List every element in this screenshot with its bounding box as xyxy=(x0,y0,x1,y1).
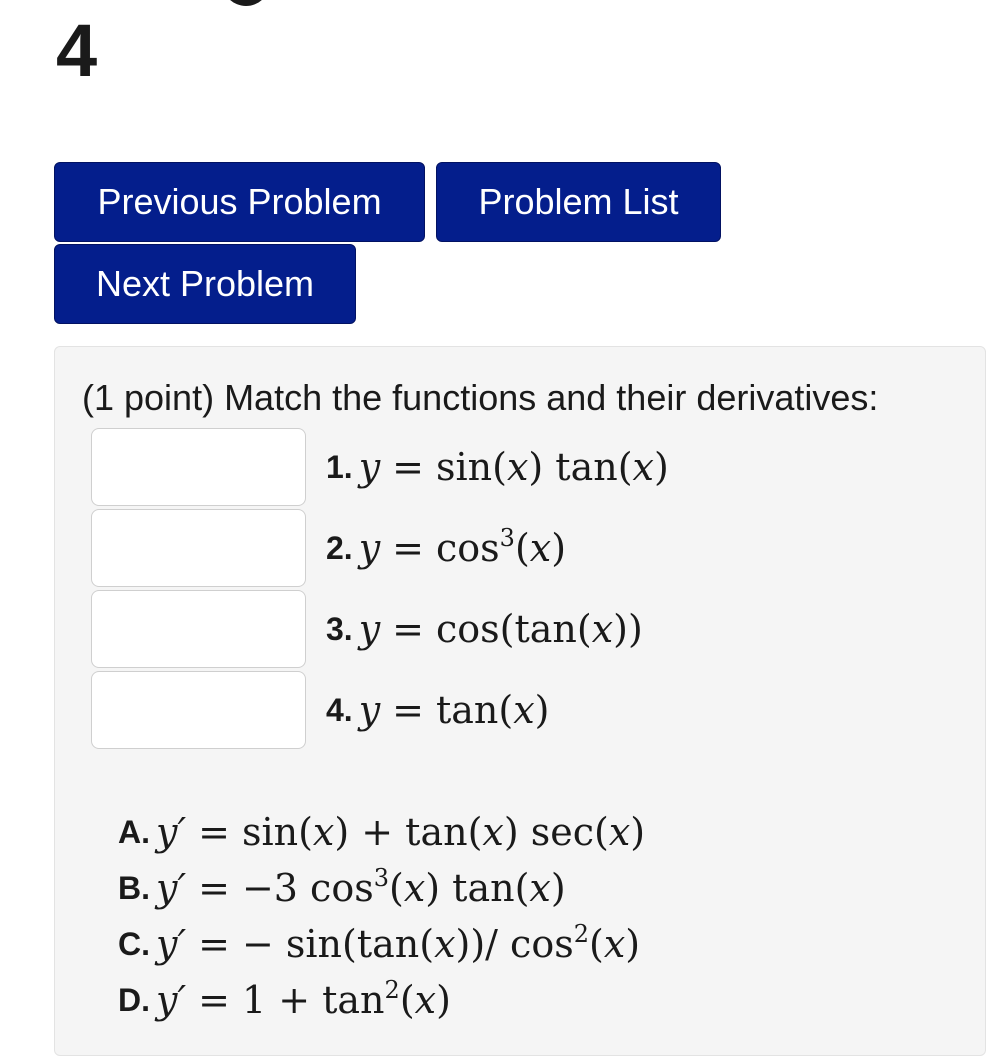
derivative-text: ( xyxy=(399,978,415,1022)
answer-option-c: C. y′ = − sin(tan(x))/ $\cos^2(x)$ xyxy=(118,920,641,966)
derivative-lhs: y′ xyxy=(156,810,187,854)
derivative-text: ) xyxy=(630,810,646,854)
answer-input-1[interactable] xyxy=(91,428,306,506)
derivative-lhs: y′ xyxy=(156,922,187,966)
derivative-variable: x xyxy=(608,810,631,854)
function-variable: x xyxy=(506,445,529,489)
function-number: 1. xyxy=(326,448,353,485)
function-variable: x xyxy=(632,445,654,489)
function-text: )) xyxy=(613,607,643,651)
derivative-text: sin( xyxy=(241,810,313,854)
answer-letter: C. xyxy=(118,925,150,962)
answer-option-d: D. $y' = 1 + \tan^2(x)$ xyxy=(118,976,451,1022)
function-lhs: y xyxy=(358,445,381,489)
problem-list-button[interactable]: Problem List xyxy=(436,162,721,242)
function-number: 3. xyxy=(326,610,353,647)
answer-input-4[interactable] xyxy=(91,671,306,749)
derivative-variable: x xyxy=(529,866,551,910)
problem-prompt: (1 point) Match the functions and their derivatives: xyxy=(82,377,879,418)
derivative-variable: x xyxy=(403,866,426,910)
function-text: ) tan( xyxy=(528,445,633,489)
function-text: ) xyxy=(551,526,567,570)
derivative-variable: x xyxy=(414,978,437,1022)
derivative-text: ) xyxy=(625,922,641,966)
function-exponent: 3 xyxy=(499,524,515,552)
function-lhs: y xyxy=(358,526,381,570)
derivative-variable: x xyxy=(312,810,335,854)
derivative-exponent: 3 xyxy=(373,864,389,892)
function-number: 4. xyxy=(326,691,353,728)
derivative-text: − sin(tan( xyxy=(241,922,435,966)
function-text: ) xyxy=(653,445,669,489)
function-lhs: y xyxy=(358,607,381,651)
function-item-2: 2. $y = \cos^3(x)$ xyxy=(326,524,567,570)
function-text: ( xyxy=(514,526,530,570)
answer-option-a: A. y′ = sin(x) + tan(x) sec(x) xyxy=(118,810,646,854)
answer-input-2[interactable] xyxy=(91,509,306,587)
next-problem-button[interactable]: Next Problem xyxy=(54,244,356,324)
derivative-text: ) tan( xyxy=(425,866,530,910)
derivative-exponent: 2 xyxy=(384,976,400,1004)
function-item-4: 4. y = tan(x) xyxy=(326,688,550,732)
function-variable: x xyxy=(591,607,614,651)
answer-letter: D. xyxy=(118,981,150,1018)
derivative-text: ))/ cos xyxy=(455,922,574,966)
derivative-text: ) sec( xyxy=(503,810,609,854)
function-text: sin( xyxy=(436,445,507,489)
answer-letter: B. xyxy=(118,869,150,906)
function-text: cos(tan( xyxy=(436,607,592,651)
derivative-lhs: y′ xyxy=(156,866,187,910)
previous-problem-button[interactable]: Previous Problem xyxy=(54,162,425,242)
derivative-text: ( xyxy=(389,866,404,910)
derivative-variable: x xyxy=(434,922,456,966)
function-text: cos xyxy=(436,526,500,570)
derivative-text: ) xyxy=(436,978,451,1022)
function-text: tan( xyxy=(436,688,514,732)
function-text: ) xyxy=(534,688,550,732)
derivative-text: ) + tan( xyxy=(334,810,483,854)
derivative-exponent: 2 xyxy=(573,920,589,948)
function-item-1: 1. y = sin(x) tan(x) xyxy=(326,445,669,489)
derivative-text: −3 cos xyxy=(241,866,374,910)
answer-input-3[interactable] xyxy=(91,590,306,668)
function-number: 2. xyxy=(326,529,353,566)
header-decoration xyxy=(222,0,270,6)
function-variable: x xyxy=(513,688,535,732)
derivative-text: ) xyxy=(550,866,566,910)
answer-option-b: B. y′ = −3 $\cos^3(x)$ tan(x) xyxy=(118,864,566,910)
page-number: 4 xyxy=(56,9,98,92)
function-item-3: 3. y = cos(tan(x)) xyxy=(326,607,643,651)
answer-letter: A. xyxy=(118,813,150,850)
derivative-text: 1 + tan xyxy=(241,978,385,1022)
derivative-lhs: y′ xyxy=(156,978,187,1022)
function-variable: x xyxy=(529,526,552,570)
derivative-variable: x xyxy=(482,810,504,854)
derivative-text: ( xyxy=(588,922,604,966)
derivative-variable: x xyxy=(603,922,626,966)
function-lhs: y xyxy=(358,688,381,732)
